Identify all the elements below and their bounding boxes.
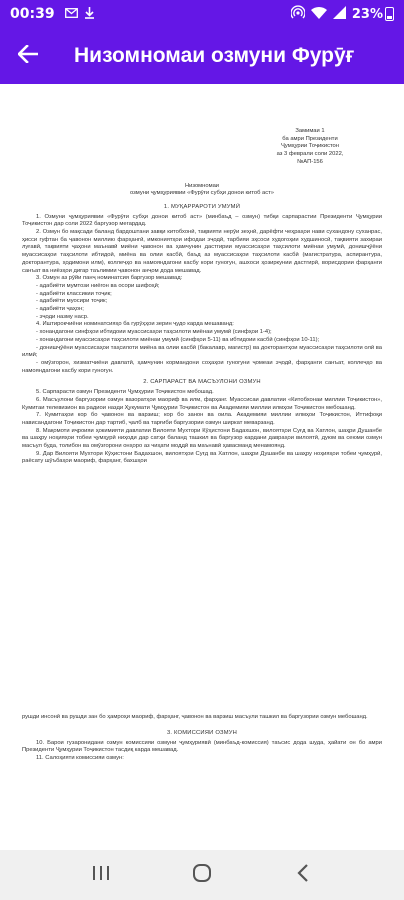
- paragraph: 10. Барои гузаронидани озмун комиссияи озмуни ҷумҳуриявӣ (минбаъд-комиссия) таъсис дода шуда, ҳайати он бо амри Президенти Ҷумҳурии Тоҷикистон тасдиқ карда мешавад.: [22, 739, 382, 754]
- page-title: Низомномаи озмуни Фурӯғ: [74, 44, 355, 67]
- back-nav-button[interactable]: [283, 855, 323, 895]
- notification-icons: [65, 7, 95, 22]
- recent-apps-icon: [92, 865, 110, 886]
- back-button[interactable]: [0, 28, 56, 84]
- list-item: - адабиёти мумтози ниёгон ва осори шифоҳӣ;: [36, 282, 160, 289]
- download-icon: [84, 7, 95, 22]
- back-nav-icon: [296, 864, 310, 887]
- hotspot-icon: [291, 5, 305, 23]
- paragraph: 4. Иштирокчиёни номинатсияҳо ба гурӯҳҳои зерин ҷудо карда мешаванд:: [36, 321, 234, 328]
- mail-icon: [65, 7, 78, 22]
- paragraph: - хонандагони синфҳои ибтидоии муассисаҳои таҳсилоти миёнаи умумӣ (синфҳои 1-4);: [36, 329, 272, 336]
- list-item: - эҷоди назму наср.: [36, 313, 89, 320]
- battery-status: [352, 7, 394, 22]
- approval-line: №АП-156: [297, 158, 323, 165]
- arrow-left-icon: [18, 45, 38, 68]
- paragraph: 2. Озмун бо мақсади баланд бардоштани завқи китобхонӣ, тақвияти нерӯи зеҳнӣ, дарёфти чеҳраҳои нави сухандону суханрас, ҳисси гуфтан ба ҷавонон миллию фарҳангӣ, имкониятҳои ифодаи эҷодӣ, тарбияи эҳсоси худогоҳии худшиносӣ, тақвияти захираи луғавӣ, тақвияти ҷаҳони маънавӣ миёни ҷавонон ва ҳамчунин дастгирии муассисаҳои таҳсилоти миёнаи умумӣ, донишҷӯёни муассисаҳои таҳсилоти ибтидоӣ, миёна ва олии касбӣ, баъд аз муассисаҳои таҳсилоти касбӣ (магистратура, аспирантура, докторантура, ҳодимони илм), коллеҷҳо ва намояндагони касбу кори гуногун, ашхоси ҳозиркунии дастгирӣ, ворисдории фарҳанги санъат ва ниёзҳои дигар таълимии ҷавонон анҷом дода мешавад.: [22, 229, 382, 274]
- section-heading: 1. МУҚАРРАРОТИ УМУМӢ: [163, 203, 241, 210]
- paragraph: 7. Кумитаҳои кор бо ҷавонон ва варзиш; кор бо занон ва оила. Академияи миллии илмҳои Тоҷикистон, Иттифоқи нависандагони Тоҷикистон дар тартиб, ҷалб ва тарғиби баргузории озмун ширкат меварзанд.: [22, 412, 382, 426]
- paragraph: - омӯзгорон, хизматчиёни давлатӣ, ҳамчунин кормандони соҳаҳои гуногуни ҷомеаи эҷодӣ, фарҳанги санъат, коллеҷҳо ва намояндагони касбу кори гуногун.: [22, 359, 382, 374]
- approval-line: ба амри Президенти: [282, 135, 338, 142]
- document-page: [22, 128, 382, 763]
- paragraph: - хонандагони муассисаҳои таҳсилоти миёнаи умумӣ (синфҳои 5-11) ва ибтидоии касбӣ (синфҳои 10-11);: [36, 336, 320, 343]
- document-title: [22, 183, 382, 198]
- list-item: - адабиёти ҷаҳон;: [36, 306, 84, 313]
- home-button[interactable]: [182, 855, 222, 895]
- paragraph: рушди инсонӣ ва рушди зан бо ҳамроҳи маориф, фарҳанг, ҷавонон ва варзиш масъули ташкил ва баргузории озмун мебошанд.: [22, 714, 368, 721]
- document-viewer[interactable]: [0, 84, 404, 850]
- section-heading: 2. САРПАРАСТ ВА МАСЪУЛОНИ ОЗМУН: [143, 379, 261, 386]
- list-item: - адабиёти муосири тоҷик;: [36, 298, 108, 305]
- wifi-icon: [311, 6, 327, 23]
- paragraph: 3. Озмун аз рӯйи панҷ номинатсия баргузор мешавад:: [36, 275, 183, 282]
- battery-icon: [385, 7, 394, 21]
- document-title-line: озмуни ҷумҳуриявии «Фурӯғи субҳи донои китоб аст»: [129, 190, 275, 197]
- approval-line: аз 3 феврали соли 2022,: [276, 151, 344, 158]
- paragraph: 1. Озмуни ҷумҳуриявии «Фурӯғи субҳи донои китоб аст» (минбаъд – озмун) тибқи сарпарастии Президенти Ҷумҳурии Тоҷикистон дар соли 2022 баргузор мегардад.: [22, 213, 382, 228]
- battery-percent: 23%: [351, 6, 383, 22]
- approval-line: Ҷумҳурии Тоҷикистон: [281, 143, 339, 150]
- signal-icon: [333, 6, 346, 23]
- status-right: [291, 5, 394, 23]
- paragraph: 9. Дар Вилояти Мухтори Кӯҳистони Бадахшон, вилоятҳои Суғд ва Хатлон, шаҳри Душанбе ва шаҳру ноҳияҳои тобеи ҷумҳурӣ, раёсату шӯъбаҳои маориф, фарҳанг, бахшҳои: [22, 450, 382, 465]
- page-break: [22, 466, 382, 714]
- document-title-line: Низомномаи: [184, 182, 220, 189]
- approval-line: Замимаи 1: [295, 128, 325, 134]
- paragraph: 6. Масъулони баргузории озмун вазоратҳои маориф ва илм, фарҳанг. Муассисаи давлатии «Китобхонаи миллии Тоҷикистон», Кумитаи телевизион ва радиои назди Ҳукумати Ҷумҳурии Тоҷикистон ва Академияи миллии илмҳои Тоҷикистон мебошанд.: [22, 396, 382, 411]
- paragraph: 5. Сарпарасти озмун Президенти Ҷумҳурии Тоҷикистон мебошад.: [36, 389, 214, 396]
- recent-apps-button[interactable]: [81, 855, 121, 895]
- status-bar: [0, 0, 404, 28]
- list-item: - адабиёти классикии тоҷик;: [36, 290, 112, 297]
- section-heading: 3. КОМИССИЯИ ОЗМУН: [166, 729, 238, 736]
- status-time: 00:39: [10, 6, 55, 22]
- app-bar: [0, 28, 404, 84]
- approval-block: [260, 128, 360, 167]
- system-nav-bar: [0, 850, 404, 900]
- paragraph: 11. Салоҳияти комиссияи озмун:: [36, 754, 124, 761]
- home-icon: [192, 863, 212, 888]
- paragraph: - донишҷӯёни муассисаҳои таҳсилоти миёна ва олии касбӣ (бакалавр, магистр) ва докторантҳои муассисаҳои таҳсилоти олӣ ва илмӣ;: [22, 344, 382, 359]
- paragraph: 8. Мақомоти иҷроияи ҳокимияти давлатии Вилояти Мухтори Кӯҳистони Бадахшон, вилоятҳои Суғд ва Хатлон, шаҳри Душанбе ва шаҳру ноҳияҳои тобеи ҷумҳурӣ ниҳоди дар сатҳи баланд ташкил ва баргузор кардани давраҳои вилоятӣ, дуюм ва сеюми озмун масъул буда, толибон ва омӯзгорони онҳоро аз чиҳати моддӣ ва маънавӣ ҳавасманд менамоянд.: [22, 427, 382, 450]
